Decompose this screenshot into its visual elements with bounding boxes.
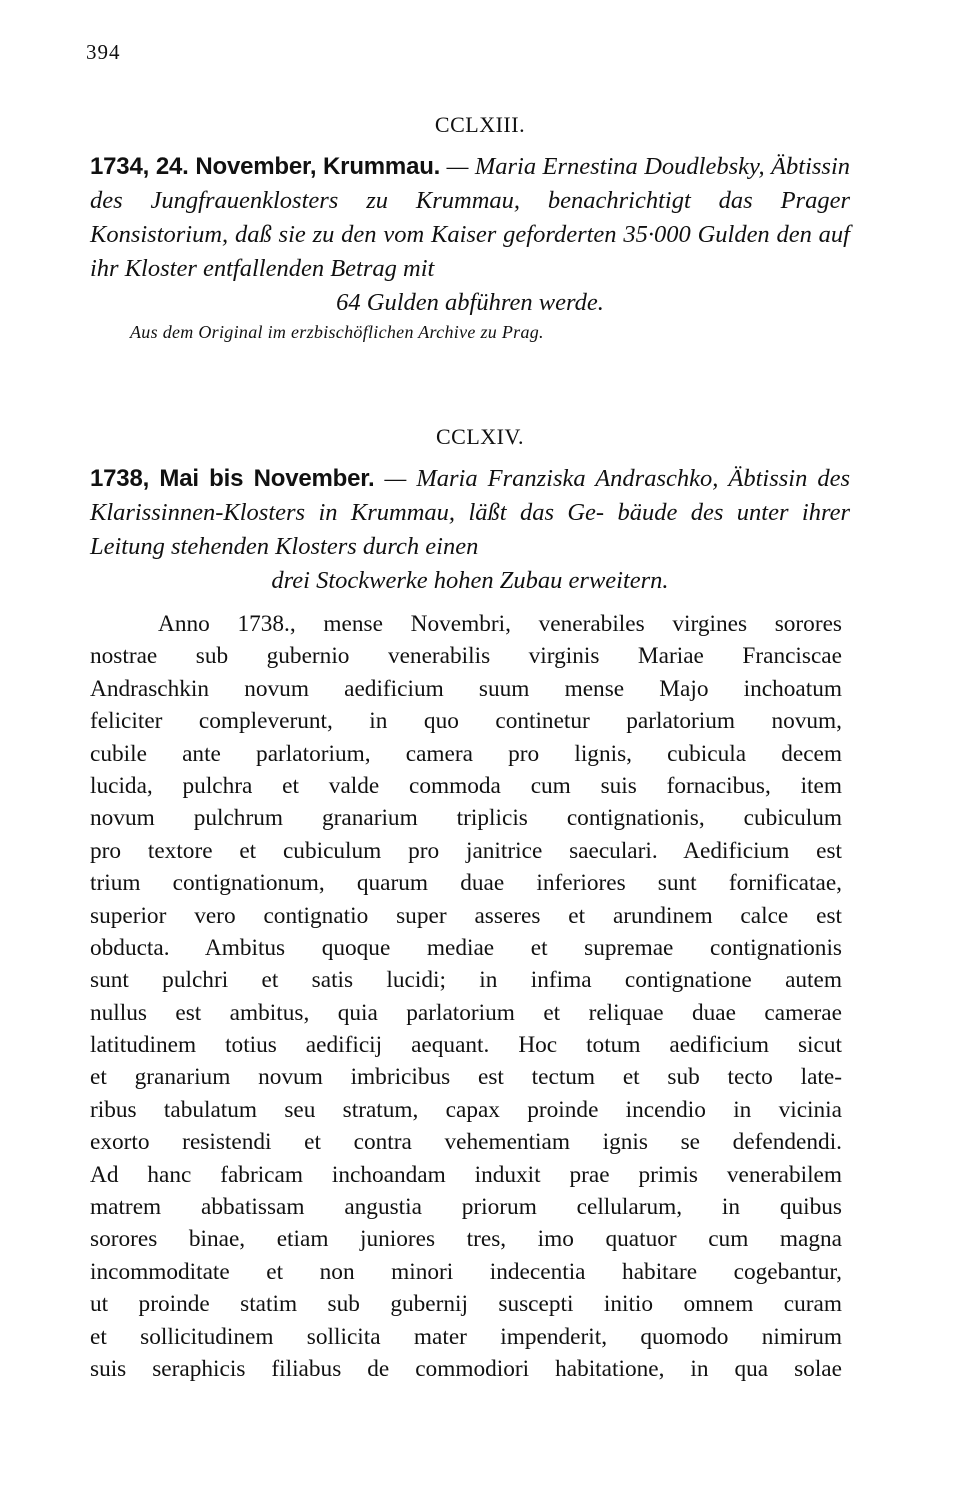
body-line: matrem abbatissam angustia priorum cellularum, in quibus xyxy=(90,1194,842,1221)
body-line: sorores binae, etiam juniores tres, imo quatuor cum magna xyxy=(90,1226,842,1253)
page-number: 394 xyxy=(86,40,121,64)
section-number-cclxiv: CCLXIV. xyxy=(435,424,525,449)
body-line: novum pulchrum granarium triplicis contignationis, cubiculum xyxy=(90,805,842,832)
regest-last-line: drei Stockwerke hohen Zubau erweitern. xyxy=(271,567,669,594)
body-line: superior vero contignatio super asseres et arundinem calce est xyxy=(90,902,842,929)
body-line: Anno 1738., mense Novembri, venerabiles virgines sorores xyxy=(158,611,842,637)
body-line: lucida, pulchra et valde commoda cum suis fornacibus, item xyxy=(90,772,842,799)
section-number-cclxiii: CCLXIII. xyxy=(434,112,526,137)
body-line: incommoditate et non minori indecentia habitare cogebantur, xyxy=(90,1258,842,1285)
body-text xyxy=(90,608,842,1385)
body-line: et granarium novum imbricibus est tectum et sub tecto late- xyxy=(90,1064,842,1091)
regest-line: bäude des unter ihrer Leitung stehenden Klosters durch einen xyxy=(90,499,850,560)
regest-last-line: 64 Gulden abführen werde. xyxy=(336,289,604,316)
date-place-heading: 1734, 24. November, Krummau. xyxy=(90,153,441,180)
body-line: Andraschkin novum aedificium suum mense Majo inchoatum xyxy=(90,675,842,702)
body-line: ut proinde statim sub gubernij suscepti initio omnem curam xyxy=(90,1291,842,1318)
regest-line: Äbtissin des Klarissinnen-Klosters in Krummau, läßt das Ge- xyxy=(90,465,851,526)
body-line: pro textore et cubiculum pro janitrice saeculari. Aedificium est xyxy=(90,837,842,864)
body-line: sunt pulchri et satis lucidi; in infima contignatione autem xyxy=(90,967,842,994)
body-line: nullus est ambitus, quia parlatorium et reliquae duae camerae xyxy=(90,999,842,1026)
body-line: obducta. Ambitus quoque mediae et supremae contignationis xyxy=(90,934,842,961)
body-line: nostrae sub gubernio venerabilis virginis Mariae Franciscae xyxy=(90,643,842,670)
body-line: cubile ante parlatorium, camera pro lignis, cubicula decem xyxy=(90,740,842,767)
regest-line: Maria Franziska Andraschko, xyxy=(416,465,719,492)
body-line: et sollicitudinem sollicita mater impenderit, quomodo nimirum xyxy=(90,1323,842,1350)
body-line: feliciter compleverunt, in quo continetur parlatorium novum, xyxy=(90,708,842,735)
body-line: ribus tabulatum seu stratum, capax proinde incendio in vicinia xyxy=(90,1096,842,1123)
body-line: Ad hanc fabricam inchoandam induxit prae primis venerabilem xyxy=(90,1161,842,1188)
regest-cclxiv xyxy=(90,462,850,598)
source-note: Aus dem Original im erzbischöflichen Archive zu Prag. xyxy=(130,322,544,342)
regest-line: Äbtissin des Jungfrauenklosters zu Krummau, benachrichtigt xyxy=(90,153,851,214)
regest-line: Maria Ernestina Doudlebsky, xyxy=(474,153,765,180)
regest-cclxiii xyxy=(90,150,850,320)
regest-line: 35·000 Gulden den auf ihr Kloster entfallenden Betrag mit xyxy=(90,221,850,282)
body-line: suis seraphicis filiabus de commodiori habitatione, in qua solae xyxy=(90,1355,842,1382)
em-dash: — xyxy=(384,465,407,492)
em-dash: — xyxy=(446,153,469,180)
body-line: exorto resistendi et contra vehementiam ignis se defendendi. xyxy=(90,1129,842,1156)
body-line: latitudinem totius aedificij aequant. Hoc totum aedificium sicut xyxy=(90,1032,842,1059)
date-place-heading: 1738, Mai bis November. xyxy=(90,465,375,492)
body-line: trium contignationum, quarum duae inferiores sunt fornificatae, xyxy=(90,870,842,897)
regest-line: das Prager Konsistorium, daß sie zu den vom Kaiser geforderten xyxy=(90,187,850,248)
